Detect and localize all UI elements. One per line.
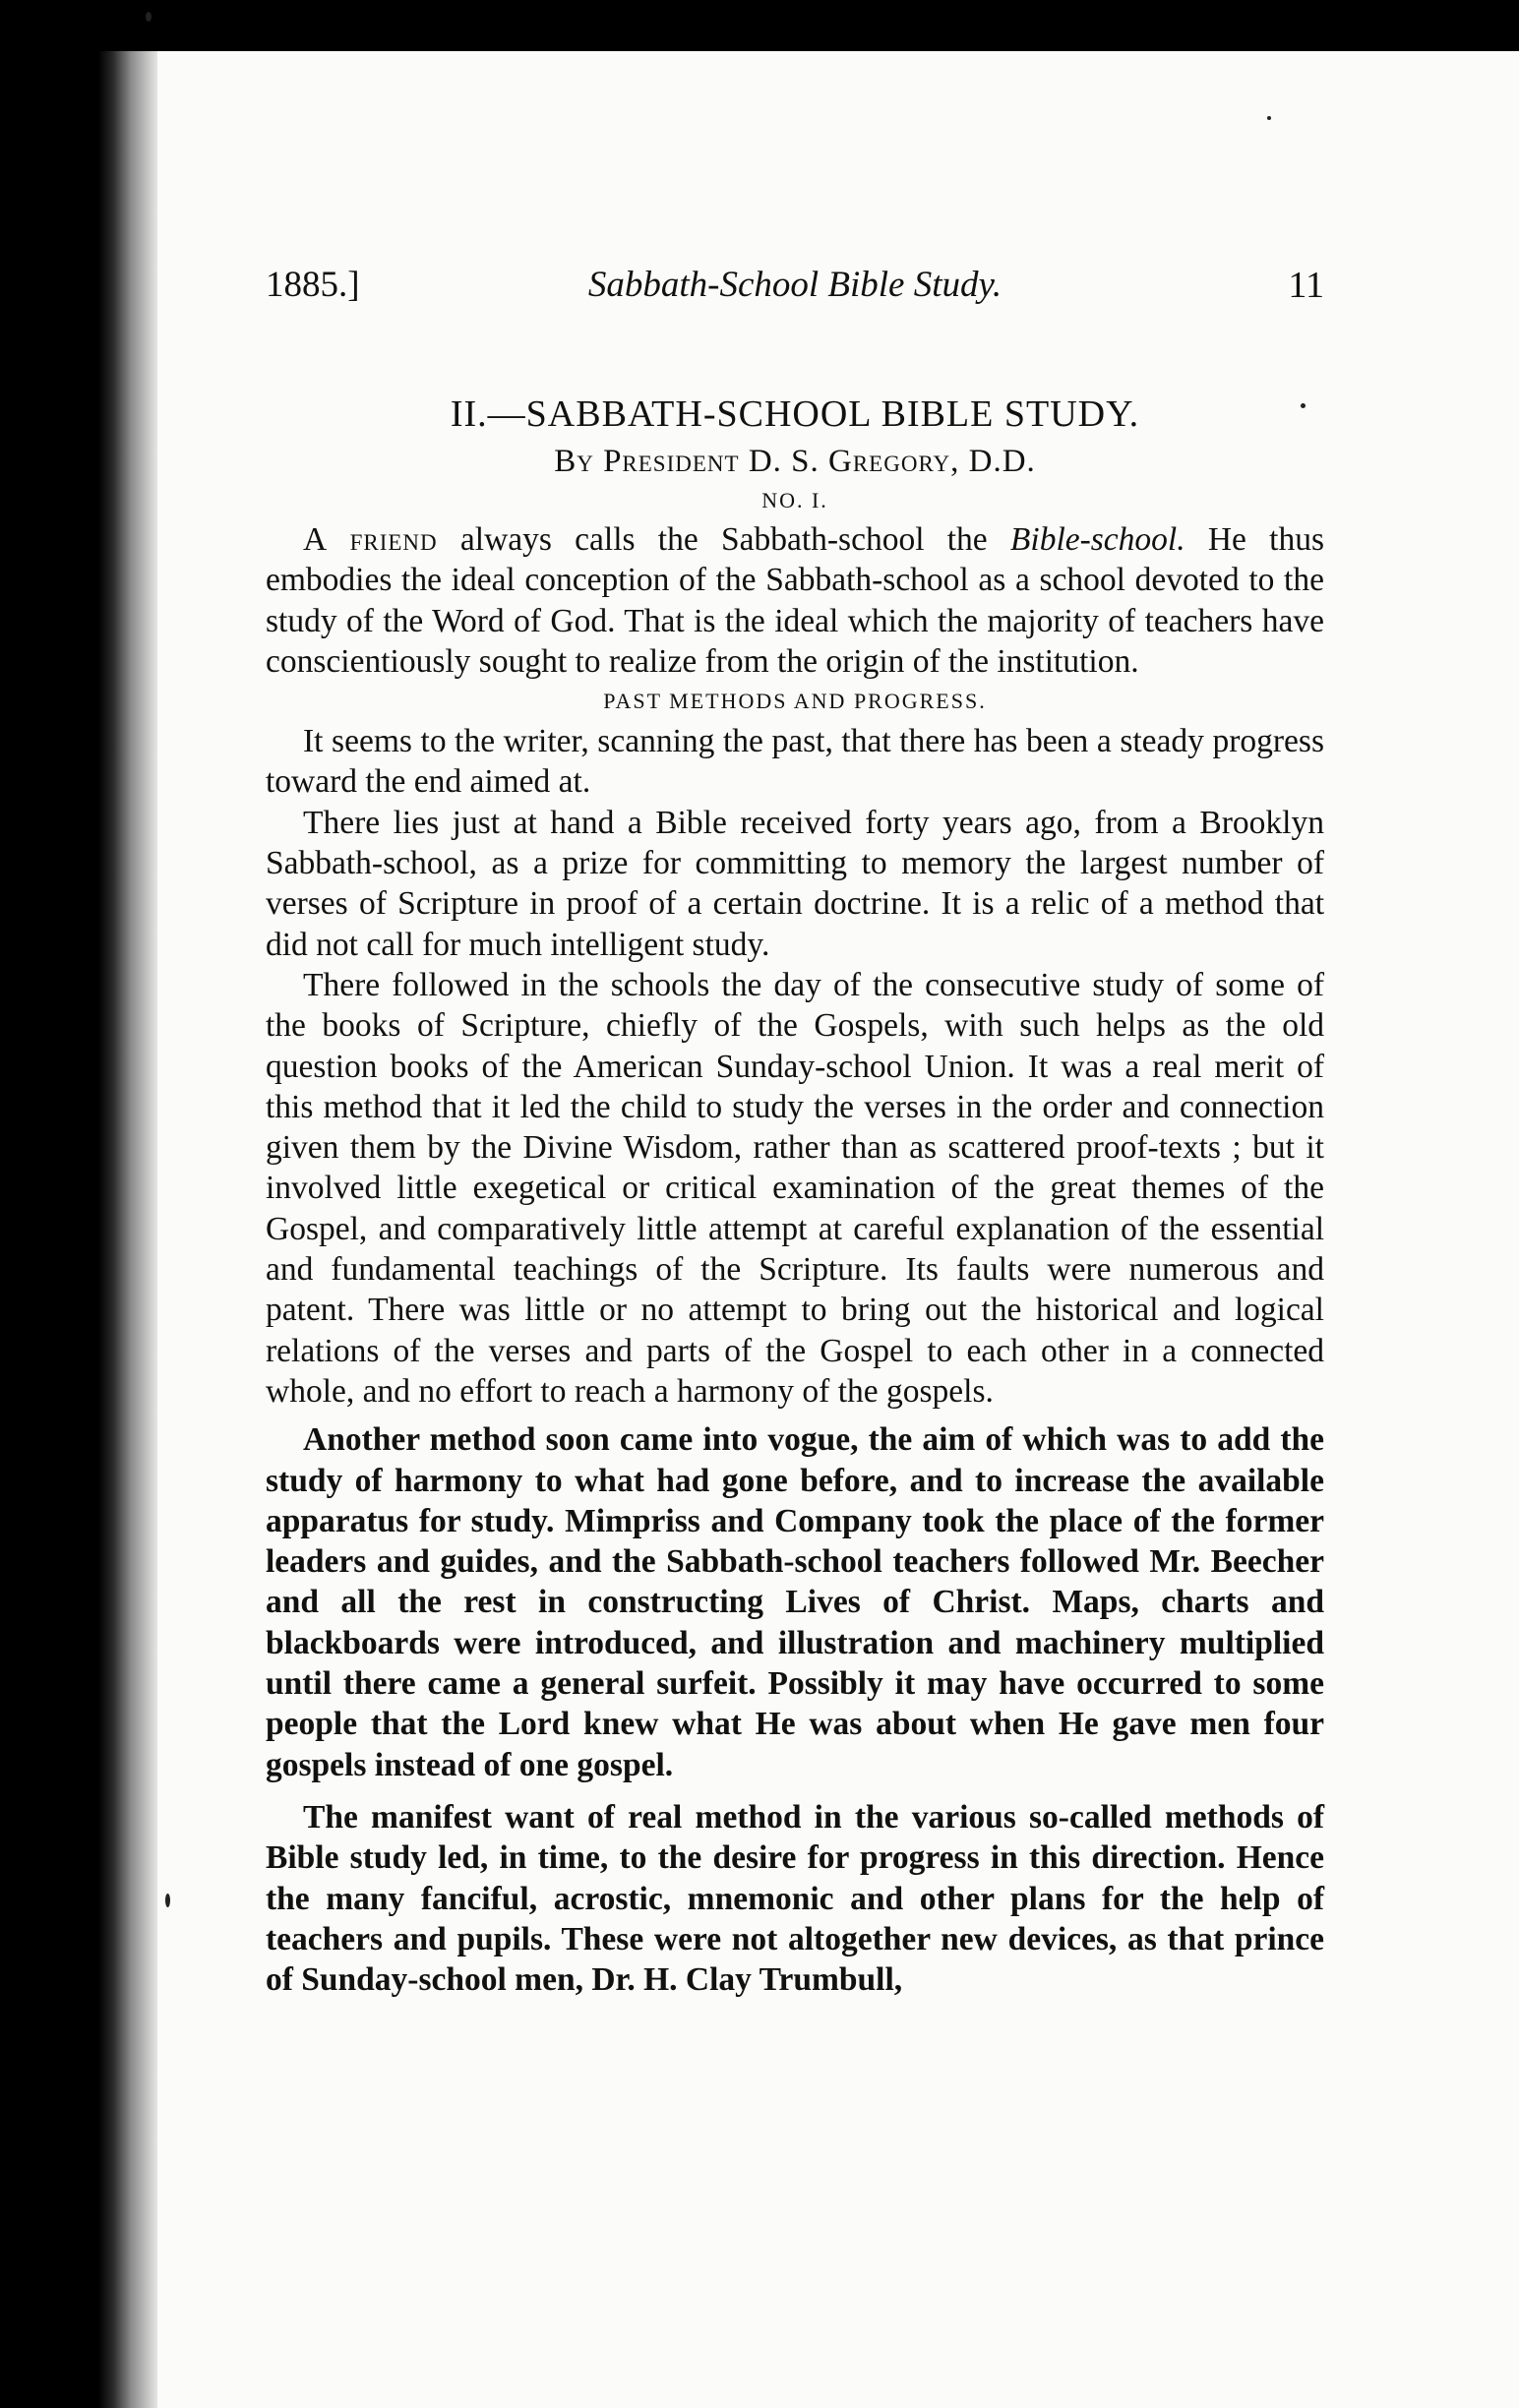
- article-number: NO. I.: [761, 488, 828, 512]
- paragraph-2: It seems to the writer, scanning the past, that there has been a steady progress toward the end aimed at.: [266, 723, 1324, 801]
- section-heading: PAST METHODS AND PROGRESS.: [603, 689, 987, 714]
- scan-speck: [1267, 116, 1271, 120]
- scan-speck: [165, 1894, 170, 1907]
- scan-speck: [146, 12, 152, 22]
- emphasis-bible-school: Bible-school.: [1009, 521, 1185, 558]
- paragraph-1: [266, 519, 1324, 682]
- running-head-year: 1885.]: [266, 265, 360, 305]
- byline-prefix: By: [554, 444, 604, 479]
- page-binding-shadow: [98, 51, 157, 2408]
- byline-role: President: [603, 444, 740, 479]
- article-body: [266, 391, 1324, 2000]
- lead-words: A friend: [303, 521, 438, 558]
- page-number: 11: [1288, 265, 1324, 306]
- running-head-title: Sabbath-School Bible Study.: [587, 265, 1003, 305]
- paragraph-1-text-b: He thus embodies the ideal conception of the Sabbath-school as a school devoted to the study of the Word of God. That is the ideal which the majority of teachers have conscientiously sought to realize from the origin of the institution.: [266, 521, 1325, 680]
- paragraph-4: There followed in the schools the day of the consecutive study of some of the books of Scripture, chiefly of the Gospels, with such helps as the old question books of the American Sunday-school Union. It was a real merit of this method that it led the child to study the verses in the order and connection given them by the Divine Wisdom, rather than as scattered proof-texts ; but it involved little exegetical or critical examination of the great themes of the Gospel, and comparatively little attempt at careful explanation of the essential and fundamental teachings of the Scripture. Its faults were numerous and patent. There was little or no attempt to bring out the historical and logical relations of the verses and parts of the Gospel to each other in a connected whole, and no effort to reach a harmony of the gospels.: [266, 966, 1324, 1410]
- paragraph-6: The manifest want of real method in the various so-called methods of Bible study led, in time, to the desire for progress in this direction. Hence the many fanciful, acrostic, mnemonic and other plans for the help of teachers and pupils. These were not altogether new devices, as that prince of Sunday-school men, Dr. H. Clay Trumbull,: [266, 1798, 1324, 1999]
- paragraph-1-text-a: always calls the Sabbath-school the: [437, 521, 1010, 558]
- article-byline: [266, 441, 1324, 482]
- running-head: [266, 264, 1324, 323]
- article-title: II.—SABBATH-SCHOOL BIBLE STUDY.: [450, 393, 1140, 435]
- paragraph-5: Another method soon came into vogue, the aim of which was to add the study of harmony to what had gone before, and to increase the available apparatus for study. Mimpriss and Company took the place of the former leaders and guides, and the Sabbath-school teachers followed Mr. Beecher and all the rest in constructing Lives of Christ. Maps, charts and blackboards were introduced, and illustration and machinery multiplied until there came a general surfeit. Possibly it may have occurred to some people that the Lord knew what He was about when He gave men four gospels instead of one gospel.: [266, 1421, 1324, 1783]
- byline-name: D. S. Gregory, D.D.: [739, 444, 1036, 479]
- paragraph-3: There lies just at hand a Bible received forty years ago, from a Brooklyn Sabbath-school, as a prize for committing to memory the largest number of verses of Scripture in proof of a certain doctrine. It is a relic of a method that did not call for much intelligent study.: [266, 804, 1324, 963]
